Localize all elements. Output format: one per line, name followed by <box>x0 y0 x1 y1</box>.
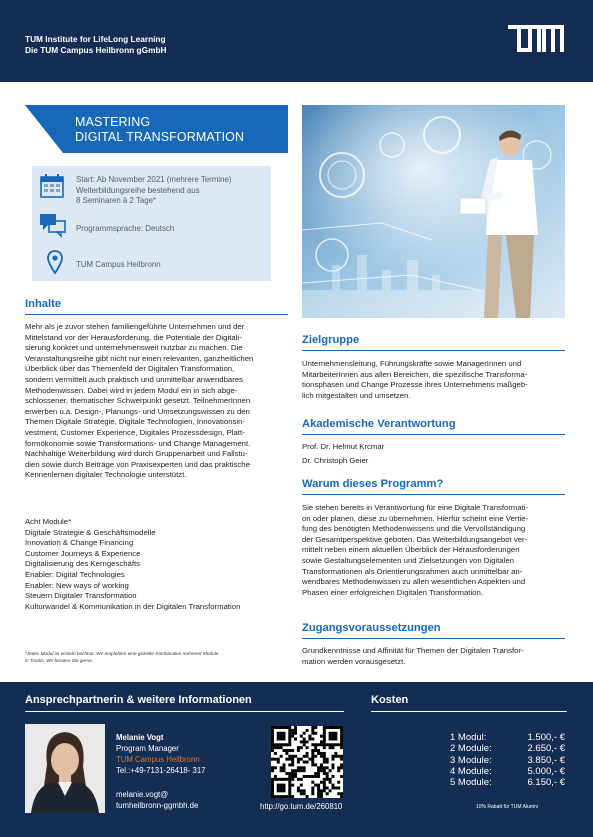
kosten-labels <box>450 732 492 788</box>
language-info: Programmsprache: Deutsch <box>76 224 175 233</box>
text-line: wendbares Methodenwissen zu allen wesentlichen Aspekten und <box>302 577 526 587</box>
modules-heading: Acht Module* <box>25 517 72 526</box>
text-line: Nachhaltige Weiterbildung wird durch Gruppenarbeit und Fallstu- <box>25 449 248 459</box>
person-name: Prof. Dr. Helmut Krcmar <box>302 442 385 451</box>
module-item: Innovation & Change Financing <box>25 538 134 548</box>
text-line: on oder planen, diese zu übernehmen. Hierfür scheint eine Vertie- <box>302 513 529 523</box>
hero-photo <box>302 105 565 318</box>
text-line: formökonomie sowie Transformations- und Change Management. <box>25 438 251 448</box>
title-line-2: DIGITAL TRANSFORMATION <box>75 130 245 144</box>
text-line: sowie Gestaltungselementen und Zielsetzungen von Digitalen <box>302 555 514 565</box>
text-line: tionsphasen und Change Prozesse ihres Unternehmens maßgeb- <box>302 380 528 390</box>
institution-name <box>25 34 167 56</box>
akademisch-people <box>302 440 565 468</box>
section-heading-warum: Warum dieses Programm? <box>302 478 444 490</box>
text-line: mittelt neben einem aktuellen Überblick der Herausforderungen <box>302 545 520 555</box>
text-line: Methodenwissen. Dabei wird in jedem Modul ein in sich abge- <box>25 385 238 395</box>
text-line: Phasen einer erfolgreichen Digitalen Transformation. <box>302 587 483 597</box>
modules-footnote <box>25 651 287 664</box>
institution-line-2: Die TUM Campus Heilbronn gGmbH <box>25 45 167 55</box>
text-line: lich mitgestalten und umsetzen. <box>302 390 411 400</box>
contact-email[interactable] <box>116 790 198 811</box>
person-name: Dr. Christoph Geier <box>302 456 369 465</box>
banner-corner-cut <box>25 105 63 153</box>
text-line: sierung konkret und unternehmensweit nutzbar zu machen. Die <box>25 343 243 353</box>
info-url[interactable]: http://go.tum.de/260810 <box>260 802 343 811</box>
module-item: Kulturwandel & Kommunikation in der Digitalen Transformation <box>25 601 241 611</box>
email-line-1: melanie.vogt@ <box>116 790 169 799</box>
module-item: Enabler: New ways of working <box>25 580 129 590</box>
program-title-banner <box>25 105 288 153</box>
zielgruppe-text <box>302 359 565 401</box>
inhalte-text <box>25 322 288 481</box>
text-line: fung des benötigten Methodenwissens und die Vervollständigung <box>302 524 526 534</box>
text-line: MitarbeiterInnen aus allen Bereichen, die spezifische Transforma- <box>302 369 528 379</box>
portrait-image <box>25 724 105 813</box>
fee-label: 5 Module: <box>450 777 492 789</box>
module-item: Customer Journeys & Experience <box>25 548 141 558</box>
section-heading-akademisch: Akademische Verantwortung <box>302 418 456 430</box>
text-line: Überblick über das Themenfeld der Digitalen Transformation, <box>25 364 235 374</box>
section-heading-inhalte: Inhalte <box>25 298 62 310</box>
qr-code-pattern <box>271 726 343 798</box>
header-bar <box>0 0 593 82</box>
kosten-heading: Kosten <box>371 694 409 706</box>
modules-list <box>25 517 240 612</box>
warum-text <box>302 503 565 598</box>
kosten-prices <box>512 732 565 788</box>
qr-code[interactable] <box>271 726 343 798</box>
section-heading-zielgruppe: Zielgruppe <box>302 334 360 346</box>
footer-divider <box>371 711 567 712</box>
text-line: dien sowie durch Beiträge von Praxisexperten und das praktische <box>25 459 250 469</box>
text-line: vestment, Customer Experience, Digitales Prozessdesign, Platt- <box>25 427 245 437</box>
section-divider <box>302 638 565 639</box>
text-line: Sie stehen bereits in Verantwortung für eine Digitale Transformati- <box>302 503 529 512</box>
calendar-icon <box>40 173 64 199</box>
chat-icon <box>39 212 67 238</box>
tum-logo <box>508 25 564 52</box>
start-line-2: Weiterbildungsreihe bestehend aus <box>76 185 200 195</box>
text-line: mation werden vorausgesetzt. <box>302 656 406 666</box>
section-divider <box>302 434 565 435</box>
module-item: Steuern Digitaler Transformation <box>25 591 137 601</box>
start-line-3: 8 Seminaren à 2 Tage* <box>76 196 157 205</box>
zugang-text <box>302 646 565 667</box>
email-line-2: tumheilbronn-ggmbh.de <box>116 800 199 810</box>
text-line: erwerben u.a. Design-, Planungs- und Umsetzungswissen zu den <box>25 406 250 416</box>
fee-price: 3.850,- € <box>527 754 565 766</box>
module-item: Digitale Strategie & Geschäftsmodelle <box>25 527 156 537</box>
fee-label: 3 Module: <box>450 754 492 766</box>
fee-price: 1.500,- € <box>527 732 565 743</box>
contact-phone[interactable]: Tel.:+49-7131-26418- 317 <box>116 766 206 775</box>
text-line: sondern vermittelt auch praktisch und unmittelbar anwendbares <box>25 374 243 384</box>
program-title <box>75 115 244 145</box>
footnote-line-2: in Tracks. Wir beraten Sie gerne. <box>25 657 94 663</box>
fee-label: 2 Module: <box>450 743 492 755</box>
location-pin-icon <box>47 250 63 275</box>
footer-divider <box>25 711 344 712</box>
contact-role: Program Manager <box>116 744 179 753</box>
contact-name: Melanie Vogt <box>116 733 164 742</box>
text-line: Veranstaltungsreihe gibt nicht nur einen relevanten, ganzheitlichen <box>25 353 254 363</box>
text-line: Grundkenntnisse und Affinität für Themen der Digitalen Transfor- <box>302 646 524 655</box>
text-line: Mehr als je zuvor stehen familiengeführte Unternehmen und der <box>25 322 245 331</box>
title-line-1: MASTERING <box>75 115 151 129</box>
fee-label: 4 Module: <box>450 765 492 777</box>
start-line-1: Start: Ab November 2021 (mehrere Termine) <box>76 175 232 184</box>
contact-heading: Ansprechpartnerin & weitere Informationen <box>25 694 252 706</box>
fee-price: 5.000,- € <box>527 765 565 777</box>
digital-transformation-image <box>302 105 565 318</box>
institution-line-1: TUM Institute for LifeLong Learning <box>25 34 166 44</box>
text-line: Kennenlernen digitaler Technologie unterstützt. <box>25 470 187 480</box>
text-line: der Gesamtperspektive geboten. Das Weiterbildungsangebot ver- <box>302 534 528 544</box>
contact-org: TUM Campus Heilbronn <box>116 755 200 764</box>
start-info <box>76 175 232 207</box>
text-line: Themen Digitale Strategie, Digitale Technologien, Innovationsin- <box>25 417 246 427</box>
section-heading-zugang: Zugangsvoraussetzungen <box>302 622 441 634</box>
section-divider <box>302 494 565 495</box>
text-line: Mittelstand vor der Herausforderung, die Potentiale der Digitali- <box>25 332 242 342</box>
module-item: Digitalisierung des Kerngeschäfts <box>25 559 141 569</box>
module-item: Enabler: Digital Technologies <box>25 569 125 579</box>
text-line: Unternehmensleitung, Führungskräfte sowie ManagerInnen und <box>302 359 522 368</box>
fee-label: 1 Modul: <box>450 732 487 743</box>
text-line: Transformationen als Orientierungsrahmen auch unmittelbar an- <box>302 566 523 576</box>
contact-portrait <box>25 724 105 813</box>
footnote-line-1: *Jedes Modul ist einzeln buchbar. Wir empfehlen eine gezielte Kombination mehrerer Module <box>25 651 219 656</box>
fee-price: 6.150,- € <box>527 777 565 789</box>
alumni-discount: 10% Rabatt für TUM Alumni <box>476 804 538 810</box>
section-divider <box>302 350 565 351</box>
fee-price: 2.650,- € <box>527 743 565 755</box>
text-line: schlossener, thematischer Schwerpunkt gesetzt. TeilnehmerInnen <box>25 396 251 406</box>
location-info: TUM Campus Heilbronn <box>76 260 161 269</box>
section-divider <box>25 314 288 315</box>
